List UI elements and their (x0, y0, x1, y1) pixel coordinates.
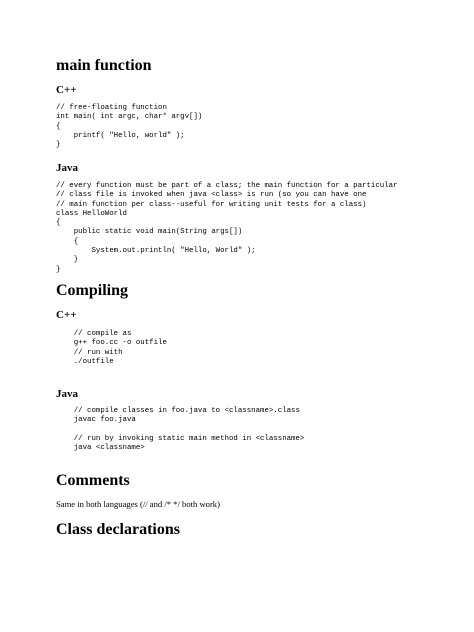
subheading-compiling-java: Java (56, 388, 78, 400)
heading-compiling: Compiling (56, 282, 129, 299)
comments-text: Same in both languages (// and /* */ both work) (56, 499, 220, 509)
code-line: // compile as (56, 330, 132, 338)
code-line: // class file is invoked when java <class> is run (so you can have one (56, 191, 367, 200)
code-line: } (56, 141, 61, 150)
code-line: printf( "Hello, world" ); (56, 131, 185, 140)
code-line: } (56, 256, 79, 265)
code-line: ./outfile (56, 357, 114, 366)
code-line: System.out.println( "Hello, World" ); (56, 247, 256, 256)
heading-comments: Comments (56, 472, 130, 489)
subheading-compiling-cpp: C++ (56, 309, 77, 321)
subheading-main-cpp: C++ (56, 84, 77, 96)
code-line (56, 426, 304, 435)
code-line: g++ foo.cc -o outfile (56, 339, 167, 348)
subheading-main-java: Java (56, 162, 78, 174)
code-line: } (56, 265, 61, 274)
code-line: // every function must be part of a class; the main function for a particular (56, 182, 398, 190)
code-line: // compile classes in foo.java to <classname>.class (56, 407, 300, 415)
code-line: public static void main(String args[]) (56, 228, 243, 237)
code-line: { (56, 237, 79, 246)
code-line: java <classname> (56, 444, 145, 453)
code-line: javac foo.java (56, 416, 136, 425)
code-line: // run by invoking static main method in <classname> (56, 434, 305, 443)
code-line: { (56, 219, 61, 228)
code-block-compiling-cpp (56, 330, 167, 367)
code-block-main-java (56, 182, 398, 275)
code-line: class HelloWorld (56, 209, 127, 218)
code-line: { (56, 122, 61, 131)
heading-class-declarations: Class declarations (56, 521, 180, 538)
code-line: int main( int argc, char* argv[]) (56, 113, 203, 122)
code-line: // run with (56, 348, 123, 357)
code-block-compiling-java (56, 407, 304, 453)
code-block-main-cpp (56, 104, 202, 150)
code-line: // main function per class--useful for writing unit tests for a class) (56, 200, 367, 209)
code-line: // free-floating function (56, 104, 167, 112)
heading-main-function: main function (56, 57, 152, 74)
